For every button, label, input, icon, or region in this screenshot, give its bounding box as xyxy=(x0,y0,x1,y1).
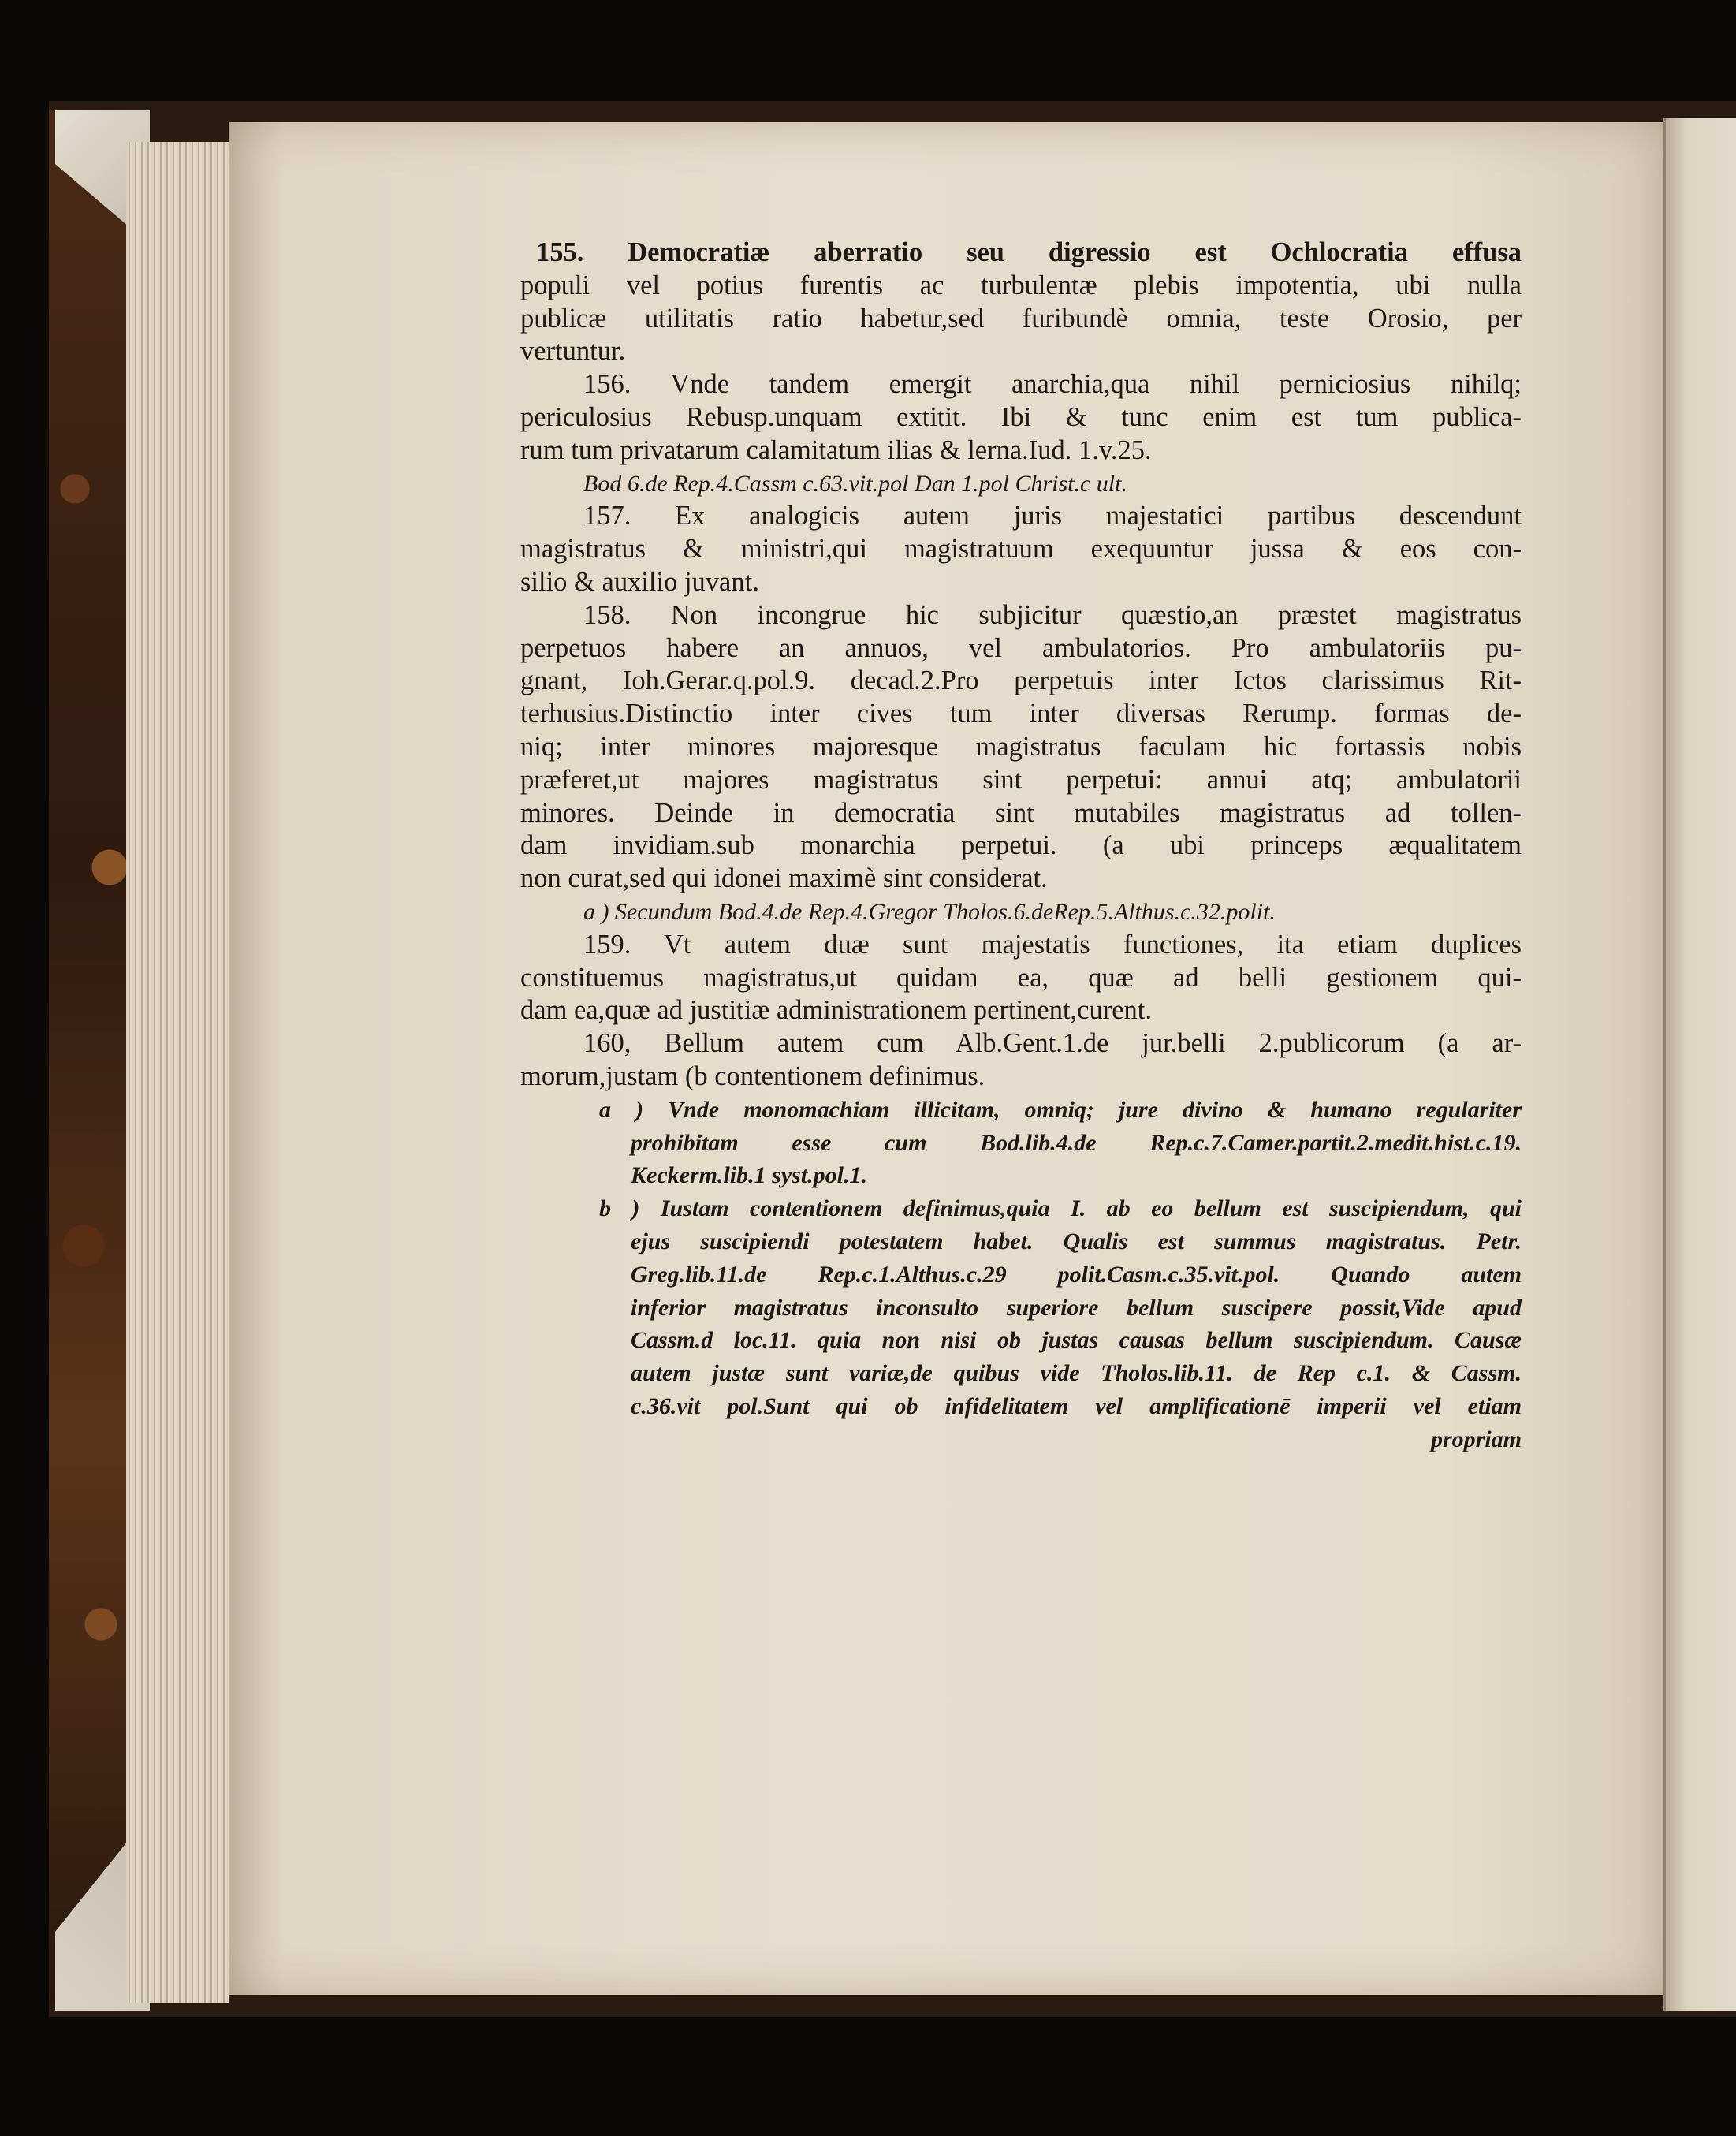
note-line: ejus suscipiendi potestatem habet. Qualis est summus magistratus. Petr. xyxy=(631,1228,1522,1254)
note-line: a ) Secundum Bod.4.de Rep.4.Gregor Tholos.6.deRep.5.Althus.c.32.polit. xyxy=(583,898,1276,925)
text-line: populi vel potius furentis ac turbulentæ plebis impotentia, ubi nulla xyxy=(520,270,1522,300)
text-line: 156. Vnde tandem emergit anarchia,qua nihil perniciosius nihilq; xyxy=(583,369,1522,400)
catchword: propriam xyxy=(1430,1426,1522,1452)
note-line: inferior magistratus inconsulto superiore bellum suscipere possit,Vide apud xyxy=(631,1294,1522,1321)
text-line: 157. Ex analogicis autem juris majestatici partibus descendunt xyxy=(583,501,1522,531)
text-line: 160, Bellum autem cum Alb.Gent.1.de jur.belli 2.publicorum (a ar- xyxy=(583,1028,1522,1059)
note-line: autem justæ sunt variæ,de quibus vide Tholos.lib.11. de Rep c.1. & Cassm. xyxy=(631,1360,1522,1387)
text-line: perpetuos habere an annuos, vel ambulatorios. Pro ambulatoriis pu- xyxy=(520,632,1522,663)
note-line: Cassm.d loc.11. quia non nisi ob justas causas bellum suscipiendum. Causæ xyxy=(631,1327,1522,1354)
text-line: constituemus magistratus,ut quidam ea, quæ ad belli gestionem qui- xyxy=(520,962,1522,993)
text-line: minores. Deinde in democratia sint mutabiles magistratus ad tollen- xyxy=(520,797,1522,828)
text-line: silio & auxilio juvant. xyxy=(520,566,759,597)
page-edges xyxy=(126,142,229,2003)
marbled-cover xyxy=(49,110,136,2003)
text-line: periculosius Rebusp.unquam extitit. Ibi & tunc enim est tum publica- xyxy=(520,401,1522,432)
text-line: 158. Non incongrue hic subjicitur quæstio,an præstet magistratus xyxy=(583,599,1522,630)
text-line: 159. Vt autem duæ sunt majestatis functiones, ita etiam duplices xyxy=(583,929,1522,960)
note-line: Keckerm.lib.1 syst.pol.1. xyxy=(631,1162,867,1189)
text-line: dam invidiam.sub monarchia perpetui. (a ubi princeps æqualitatem xyxy=(520,830,1522,861)
note-line: prohibitam esse cum Bod.lib.4.de Rep.c.7.Camer.partit.2.medit.hist.c.19. xyxy=(631,1129,1522,1156)
note-line: b ) Iustam contentionem definimus,quia I. ab eo bellum est suscipiendum, qui xyxy=(599,1195,1522,1222)
page-text xyxy=(520,237,1522,1456)
facing-page-edge xyxy=(1663,118,1736,2011)
note-line: Greg.lib.11.de Rep.c.1.Althus.c.29 polit.Casm.c.35.vit.pol. Quando autem xyxy=(631,1261,1522,1288)
text-line: magistratus & ministri,qui magistratuum exequuntur jussa & eos con- xyxy=(520,534,1522,565)
text-line: publicæ utilitatis ratio habetur,sed furibundè omnia, teste Orosio, per xyxy=(520,303,1522,334)
text-line: gnant, Ioh.Gerar.q.pol.9. decad.2.Pro perpetuis inter Ictos clarissimus Rit- xyxy=(520,665,1522,696)
text-line: rum tum privatarum calamitatum ilias & lerna.Iud. 1.v.25. xyxy=(520,434,1152,465)
text-line: vertuntur. xyxy=(520,336,626,367)
text-line: terhusius.Distinctio inter cives tum inter diversas Rerump. formas de- xyxy=(520,699,1522,729)
note-line: Bod 6.de Rep.4.Cassm c.63.vit.pol Dan 1.pol Christ.c ult. xyxy=(583,470,1127,497)
text-line: dam ea,quæ ad justitiæ administrationem pertinent,curent. xyxy=(520,995,1152,1026)
note-line: a ) Vnde monomachiam illicitam, omniq; jure divino & humano regulariter xyxy=(599,1096,1522,1123)
text-line: 155. Democratiæ aberratio seu digressio est Ochlocratia effusa xyxy=(536,237,1522,267)
text-line: præferet,ut majores magistratus sint perpetui: annui atq; ambulatorii xyxy=(520,764,1522,795)
text-line: morum,justam (b contentionem definimus. xyxy=(520,1061,985,1091)
text-line: niq; inter minores majoresque magistratus faculam hic fortassis nobis xyxy=(520,731,1522,762)
note-line: c.36.vit pol.Sunt qui ob infidelitatem vel amplificationē imperii vel etiam xyxy=(631,1392,1522,1419)
text-line: non curat,sed qui idonei maximè sint considerat. xyxy=(520,863,1048,894)
